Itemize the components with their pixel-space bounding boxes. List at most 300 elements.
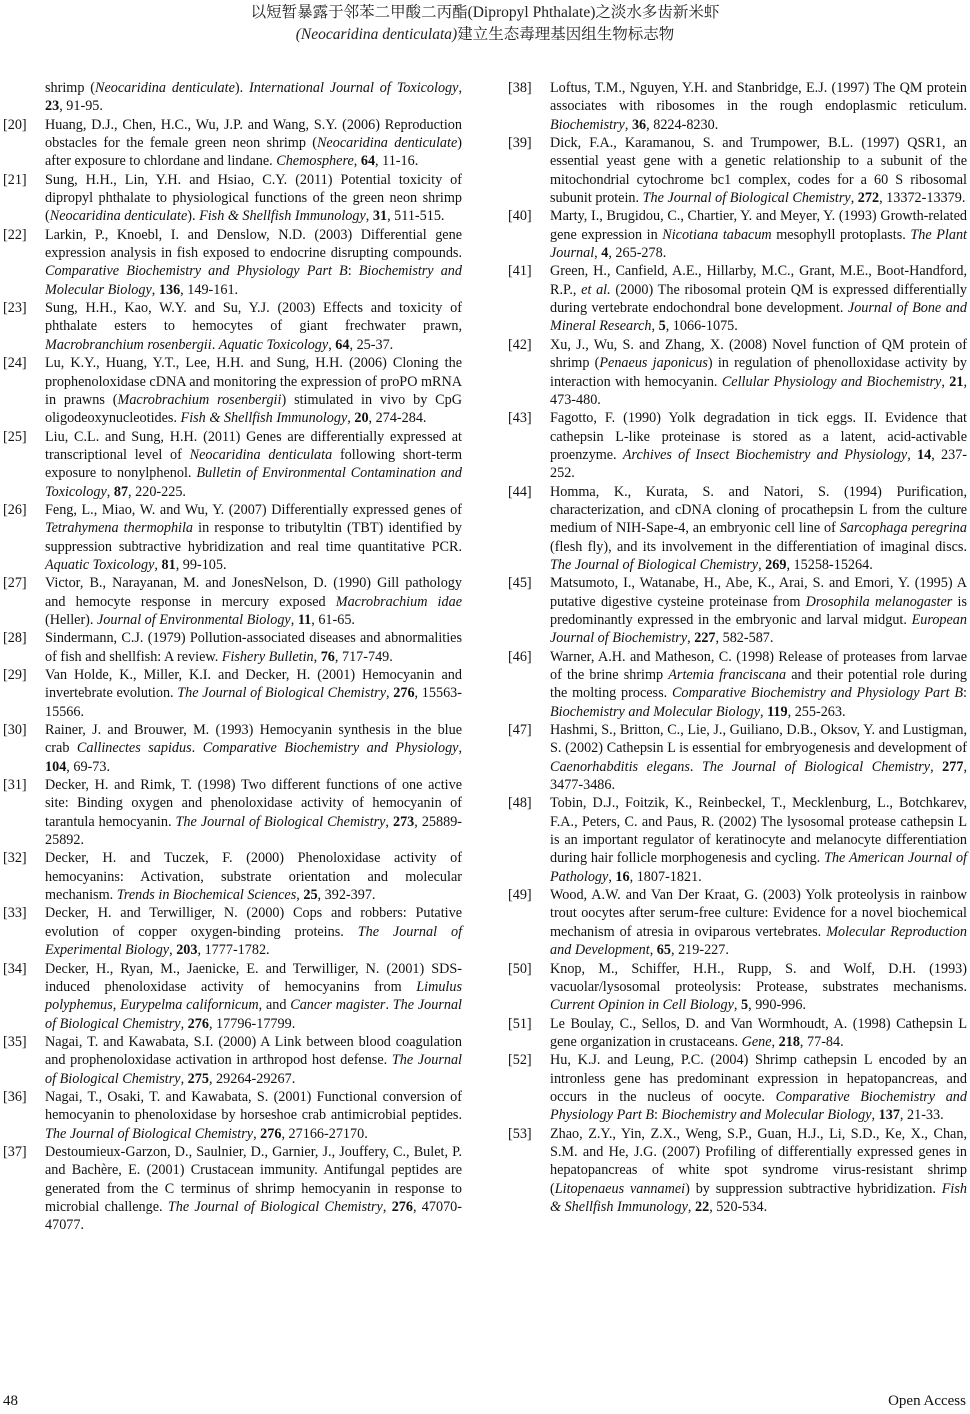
reference-number: [29] bbox=[3, 667, 27, 683]
running-header-line-2 bbox=[0, 24, 970, 46]
reference-text-segment: mesophyll protoplasts. bbox=[771, 226, 911, 243]
reference-text bbox=[45, 354, 462, 427]
reference-text-segment: Huang, D.J., Chen, H.C., Wu, J.P. and Wang, S.Y. (2006) Reproduction obstacles for the female green neon shrimp ( bbox=[45, 116, 462, 152]
italic-text: Neocaridina denticulate bbox=[49, 208, 188, 225]
volume-number: 81 bbox=[161, 556, 176, 573]
reference-text-segment: Homma, K., Kurata, S. and Natori, S. (1994) Purification, characterization, and cDNA cloning of procathepsin L from the culture medium of NIH-Sape-4, an embryonic cell line of bbox=[550, 483, 967, 537]
reference-text-segment: Liu, C.L. and Sung, H.H. (2011) Genes are differentially expressed at transcriptional level of bbox=[45, 428, 462, 463]
reference-text bbox=[550, 134, 967, 207]
italic-text: The Journal of Biological Chemistry bbox=[175, 813, 386, 830]
volume-number: 119 bbox=[767, 703, 788, 720]
italic-text: Sarcophaga peregrina bbox=[839, 520, 967, 537]
reference-text-segment: , 582-587. bbox=[715, 630, 774, 647]
italic-text: Current Opinion in Cell Biology bbox=[550, 997, 734, 1014]
reference-text bbox=[550, 483, 967, 575]
reference-text-segment: , 265-278. bbox=[608, 245, 667, 262]
volume-number: 276 bbox=[391, 1198, 413, 1215]
reference-text-segment: , bbox=[687, 1198, 696, 1215]
italic-text: The Journal of Biological Chemistry bbox=[177, 685, 386, 702]
reference-text bbox=[45, 574, 462, 629]
reference-number: [28] bbox=[3, 630, 27, 647]
reference-number: [52] bbox=[508, 1052, 532, 1069]
species-name: (Neocaridina denticulata) bbox=[295, 26, 458, 43]
reference-text-segment: Nagai, T. and Kawabata, S.I. (2000) A Link between blood coagulation and prophenoloxidase activation in arthropod host defense. bbox=[45, 1033, 462, 1069]
reference-number: [40] bbox=[508, 208, 532, 225]
reference-text bbox=[550, 409, 967, 482]
reference-entry bbox=[505, 1015, 967, 1052]
reference-text-segment: Destoumieux-Garzon, D., Saulnier, D., Garnier, J., Jouffery, C., Bulet, P. and Bachère, E. (2001) Crustacean immunity. Antifungal peptides are generated from the C terminus of shrimp hemocyanin in response to microbial challenge. bbox=[45, 1143, 462, 1215]
reference-text-segment: , bbox=[758, 556, 766, 573]
italic-text: European Journal of Biochemistry bbox=[550, 611, 967, 647]
volume-number: 203 bbox=[176, 942, 198, 959]
reference-text-segment: , 8224-8230. bbox=[646, 116, 719, 133]
reference-entry bbox=[505, 721, 967, 794]
volume-number: 276 bbox=[187, 1015, 209, 1032]
italic-text: The Journal of Biological Chemistry bbox=[550, 556, 759, 573]
reference-entry bbox=[0, 1033, 462, 1088]
reference-text-segment: (Heller). bbox=[45, 611, 97, 628]
reference-text-segment: . bbox=[689, 758, 703, 775]
volume-number: 277 bbox=[942, 758, 964, 775]
italic-text: Trends in Biochemical Sciences bbox=[116, 887, 297, 904]
reference-text-segment: Sindermann, C.J. (1979) Pollution-associated diseases and abnormalities of fish and shellfish: A review. bbox=[45, 630, 462, 665]
reference-entry bbox=[0, 299, 462, 354]
volume-number: 5 bbox=[658, 318, 666, 335]
reference-text-segment: , 61-65. bbox=[311, 611, 355, 628]
reference-number: [51] bbox=[508, 1015, 532, 1032]
volume-number: 14 bbox=[917, 446, 932, 463]
reference-number: [23] bbox=[3, 300, 27, 317]
italic-text: Journal of Environmental Biology bbox=[97, 611, 291, 628]
reference-entry bbox=[0, 354, 462, 427]
italic-text: The Journal of Biological Chemistry bbox=[642, 190, 851, 207]
italic-text: Fish & Shellfish Immunology bbox=[550, 1180, 967, 1215]
reference-text-segment: Feng, L., Miao, W. and Wu, Y. (2007) Differentially expressed genes of bbox=[45, 501, 462, 518]
italic-text: Journal of Bone and Mineral Research bbox=[550, 300, 967, 335]
reference-text-segment: , 25889-25892. bbox=[45, 813, 463, 849]
italic-text: International Journal of Toxicology bbox=[249, 80, 459, 96]
italic-text: Chemosphere bbox=[276, 153, 354, 170]
volume-number: 23 bbox=[45, 98, 60, 115]
reference-number: [35] bbox=[3, 1033, 27, 1050]
reference-text-segment: , bbox=[608, 868, 616, 885]
reference-text-segment: , bbox=[850, 190, 858, 207]
reference-number: [20] bbox=[3, 116, 27, 133]
reference-text-segment: . bbox=[191, 740, 203, 757]
volume-number: 5 bbox=[741, 997, 749, 1014]
italic-text: Callinectes sapidus bbox=[76, 740, 192, 757]
volume-number: 276 bbox=[393, 685, 415, 702]
reference-text bbox=[45, 501, 462, 574]
reference-text-segment: , bbox=[624, 116, 632, 133]
reference-text-segment: , 25-37. bbox=[349, 336, 394, 353]
volume-number: 64 bbox=[360, 153, 376, 170]
italic-text: Tetrahymena thermophila bbox=[45, 520, 194, 537]
reference-text-segment: shrimp ( bbox=[45, 80, 96, 96]
reference-text-segment: , 219-227. bbox=[670, 942, 729, 959]
reference-text bbox=[45, 849, 462, 904]
reference-number: [45] bbox=[508, 575, 532, 592]
reference-text-segment: , bbox=[347, 410, 355, 427]
reference-text-segment: ) by suppression subtractive hybridization. bbox=[685, 1180, 942, 1197]
reference-text-segment: , bbox=[353, 153, 361, 170]
reference-number: [30] bbox=[3, 722, 27, 739]
reference-text-segment: , 91-95. bbox=[59, 98, 103, 115]
italic-text: Neocaridina denticulate bbox=[316, 135, 458, 152]
reference-number: [39] bbox=[508, 135, 532, 152]
reference-entry bbox=[0, 574, 462, 629]
reference-entry bbox=[505, 134, 967, 207]
reference-text bbox=[550, 1125, 967, 1217]
reference-entry bbox=[0, 849, 462, 904]
reference-number: [36] bbox=[3, 1088, 27, 1105]
italic-text: Eurypelma californicum bbox=[120, 997, 259, 1014]
reference-text-segment: ). bbox=[234, 80, 250, 96]
volume-number: 11 bbox=[297, 611, 312, 628]
reference-text-segment: , bbox=[458, 740, 463, 757]
reference-text-segment: , 1066-1075. bbox=[665, 318, 738, 335]
reference-text-segment: , bbox=[313, 648, 321, 665]
reference-text bbox=[45, 960, 462, 1033]
reference-entry bbox=[0, 629, 462, 666]
reference-entry bbox=[505, 262, 967, 335]
volume-number: 276 bbox=[260, 1125, 282, 1142]
volume-number: 273 bbox=[392, 813, 415, 830]
running-header bbox=[0, 2, 970, 46]
reference-text-segment: Decker, H., Ryan, M., Jaenicke, E. and Terwilliger, N. (2001) SDS-induced phenoloxidase activity of hemocyanins from bbox=[45, 960, 462, 995]
reference-text bbox=[550, 1015, 967, 1052]
volume-number: 20 bbox=[354, 410, 369, 427]
reference-number: [46] bbox=[508, 648, 532, 665]
volume-number: 36 bbox=[631, 116, 647, 133]
italic-text: Molecular Reproduction and Development bbox=[550, 923, 967, 959]
reference-entry bbox=[0, 501, 462, 574]
reference-text-segment: , 15563-15566. bbox=[45, 685, 462, 720]
reference-text bbox=[550, 794, 967, 886]
italic-text: The Journal of Experimental Biology bbox=[45, 923, 463, 959]
reference-text-segment: , bbox=[106, 483, 114, 500]
italic-text: Comparative Biochemistry and Physiology Part B bbox=[550, 1088, 967, 1124]
reference-text bbox=[45, 299, 462, 354]
reference-text-segment: , 21-33. bbox=[899, 1107, 944, 1124]
reference-entry bbox=[505, 483, 967, 575]
reference-text-segment: Xu, J., Wu, S. and Zhang, X. (2008) Novel function of QM protein of shrimp ( bbox=[550, 336, 967, 372]
reference-number: [26] bbox=[3, 501, 27, 518]
open-access-label: Open Access bbox=[888, 1393, 966, 1409]
reference-entry bbox=[505, 409, 967, 482]
reference-text-segment: Hu, K.J. and Leung, P.C. (2004) Shrimp cathepsin L encoded by an intronless gene has predominant expression in hepatopancreas, and occurs in the nucleus of oocyte. bbox=[550, 1052, 967, 1105]
italic-text: Biochemistry bbox=[550, 116, 625, 133]
reference-text-segment: , bbox=[365, 208, 373, 225]
reference-column-left bbox=[0, 79, 462, 1235]
reference-text bbox=[45, 629, 462, 666]
reference-entry bbox=[505, 960, 967, 1015]
reference-text-segment: and their potential role during the molting process. bbox=[550, 667, 967, 702]
italic-text: The Plant Journal bbox=[550, 226, 967, 262]
reference-text-segment: , bbox=[382, 1198, 392, 1215]
reference-text-segment: ) stimulated in vivo by CpG oligodeoxynucleotides. bbox=[45, 391, 462, 427]
italic-text: Macrobranchium rosenbergii bbox=[45, 336, 212, 353]
italic-text: Cellular Physiology and Biochemistry bbox=[721, 373, 942, 390]
reference-text-segment: Knop, M., Schiffer, H.H., Rupp, S. and Wolf, D.H. (1993) vacuolar/lysosomal proteolysis: Protease, substrates mechanisms. bbox=[550, 960, 967, 995]
reference-text-segment: , bbox=[458, 80, 462, 96]
running-header-line-1: 以短暂暴露于邻苯二甲酸二丙酯(Dipropyl Phthalate)之淡水多齿新米虾 bbox=[250, 4, 720, 21]
reference-text bbox=[550, 574, 967, 647]
volume-number: 269 bbox=[765, 556, 787, 573]
italic-text: Archives of Insect Biochemistry and Physiology bbox=[622, 446, 908, 463]
reference-number: [32] bbox=[3, 850, 27, 867]
reference-number: [47] bbox=[508, 722, 532, 739]
reference-text-segment: following short-term exposure to nonylphenol. bbox=[45, 446, 462, 482]
reference-text bbox=[45, 116, 462, 171]
reference-text-segment: , 99-105. bbox=[175, 556, 227, 573]
reference-text-segment: Nagai, T., Osaki, T. and Kawabata, S. (2001) Functional conversion of hemocyanin to phenoloxidase by horseshoe crab antimicrobial peptides. bbox=[45, 1088, 462, 1124]
italic-text: Biochemistry and Molecular Biology bbox=[661, 1107, 872, 1124]
italic-text: Comparative Biochemistry and Physiology bbox=[202, 740, 459, 757]
reference-text-segment: , bbox=[930, 758, 943, 775]
reference-text bbox=[45, 1143, 462, 1235]
reference-number: [33] bbox=[3, 905, 27, 922]
reference-text-segment: Marty, I., Brugidou, C., Chartier, Y. and Meyer, Y. (1993) Growth-related gene expression in bbox=[550, 208, 967, 243]
reference-entry bbox=[0, 1088, 462, 1143]
italic-text: Neocaridina denticulate bbox=[95, 80, 235, 96]
reference-text-segment: ) in regulation of phenolloxidase activity by interaction with hemocyanin. bbox=[550, 355, 968, 390]
reference-entry bbox=[0, 79, 462, 116]
reference-text bbox=[45, 226, 462, 299]
reference-text-segment: , bbox=[151, 281, 159, 298]
italic-text: Cancer magister bbox=[290, 997, 386, 1014]
reference-entry bbox=[0, 960, 462, 1033]
volume-number: 65 bbox=[656, 942, 671, 959]
reference-text-segment: Green, H., Canfield, A.E., Hillarby, M.C., Grant, M.E., Boot-Handford, R.P., bbox=[550, 263, 967, 298]
reference-number: [38] bbox=[508, 80, 532, 96]
reference-text-segment: , 392-397. bbox=[317, 887, 376, 904]
reference-text-segment: , bbox=[253, 1125, 261, 1142]
reference-text-segment: Le Boulay, C., Sellos, D. and Van Wormhoudt, A. (1998) Cathepsin L gene organization in crustaceans. bbox=[550, 1015, 967, 1050]
reference-number: [49] bbox=[508, 887, 532, 904]
volume-number: 87 bbox=[113, 483, 129, 500]
reference-text-segment: , 473-480. bbox=[550, 373, 967, 408]
reference-text-segment: , bbox=[594, 245, 602, 262]
italic-text: Bulletin of Environmental Contamination and Toxicology bbox=[45, 465, 462, 500]
italic-text: Macrobrachium rosenbergii bbox=[117, 391, 282, 408]
reference-text-segment: . bbox=[211, 336, 219, 353]
reference-text bbox=[45, 1088, 462, 1143]
reference-number: [21] bbox=[3, 171, 27, 188]
volume-number: 227 bbox=[694, 630, 716, 647]
reference-text-segment: Dick, F.A., Karamanou, S. and Trumpower, B.L. (1997) QSR1, an essential yeast gene with a genetic relationship to a subunit of the mitochondrial cytochrome bc1 complex, codes for a 60 S ribosomal subunit protein. bbox=[550, 135, 967, 207]
reference-text-segment: Hashmi, S., Britton, C., Lie, J., Guiliano, D.B., Oksov, Y. and Lustigman, S. (2002) Cathepsin L is essential for embryogenesis and development of bbox=[550, 722, 967, 757]
volume-number: 64 bbox=[335, 336, 350, 353]
reference-text-segment: (flesh fly), and its involvement in the differentiation of imaginal discs. bbox=[550, 538, 967, 555]
reference-text-segment: Lu, K.Y., Huang, Y.T., Lee, H.H. and Sung, H.H. (2006) Cloning the prophenoloxidase cDNA and monitoring the expression of proPO mRNA in prawns ( bbox=[45, 355, 462, 408]
reference-text-segment: , bbox=[180, 1015, 188, 1032]
reference-text bbox=[550, 1051, 967, 1124]
reference-text bbox=[550, 207, 967, 262]
volume-number: 21 bbox=[949, 373, 964, 390]
reference-text-segment: Decker, H. and Tuczek, F. (2000) Phenoloxidase activity of hemocyanins: Activation, substrate orientation and molecular mechanism. bbox=[45, 850, 462, 904]
italic-text: Fish & Shellfish Immunology bbox=[199, 208, 366, 225]
reference-entry bbox=[0, 226, 462, 299]
reference-text-segment: , and bbox=[258, 997, 291, 1014]
reference-entry bbox=[0, 171, 462, 226]
reference-text-segment: , bbox=[941, 373, 950, 390]
italic-text: The Journal of Biological Chemistry bbox=[167, 1198, 383, 1215]
reference-entry bbox=[0, 666, 462, 721]
reference-entry bbox=[505, 1051, 967, 1124]
reference-text-segment: , bbox=[687, 630, 695, 647]
reference-number: [34] bbox=[3, 960, 27, 977]
reference-entry bbox=[505, 336, 967, 409]
reference-entry bbox=[505, 648, 967, 721]
italic-text: Comparative Biochemistry and Physiology Part B bbox=[671, 685, 964, 702]
reference-entry bbox=[505, 1125, 967, 1217]
reference-number: [44] bbox=[508, 483, 532, 500]
reference-text-segment: , 1777-1782. bbox=[197, 942, 270, 959]
reference-number: [22] bbox=[3, 226, 27, 243]
italic-text: Aquatic Toxicology bbox=[45, 556, 155, 573]
reference-text-segment: Fagotto, F. (1990) Yolk degradation in tick eggs. II. Evidence that cathepsin L-like proteinase is stored as a latent, acid-activable proenzyme. bbox=[550, 410, 967, 463]
reference-text-segment: , 149-161. bbox=[180, 281, 239, 298]
reference-column-right bbox=[505, 79, 967, 1216]
running-header-line-2-rest: 建立生态毒理基因组生物标志物 bbox=[457, 26, 675, 43]
reference-number: [25] bbox=[3, 428, 27, 445]
volume-number: 76 bbox=[320, 648, 335, 665]
reference-text-segment: Victor, B., Narayanan, M. and JonesNelson, D. (1990) Gill pathology and hemocyte response in mercury exposed bbox=[45, 575, 462, 610]
italic-text: Comparative Biochemistry and Physiology Part B bbox=[45, 263, 348, 280]
reference-entry bbox=[505, 886, 967, 959]
italic-text: The American Journal of Pathology bbox=[550, 850, 967, 885]
reference-text-segment: Decker, H. and Terwilliger, N. (2000) Cops and robbers: Putative evolution of copper oxygen-binding proteins. bbox=[45, 905, 462, 940]
reference-text-segment: , bbox=[290, 611, 298, 628]
reference-number: [27] bbox=[3, 575, 27, 592]
reference-text-segment: , bbox=[180, 1070, 188, 1087]
italic-text: Fishery Bulletin bbox=[221, 648, 314, 665]
italic-text: Nicotiana tabacum bbox=[662, 226, 772, 243]
reference-text-segment: Tobin, D.J., Foitzik, K., Reinbeckel, T., Mecklenburg, L., Botchkarev, F.A., Peters, C. and Paus, R. (2002) The lysosomal protease cathepsin L is an important regulator of keratinocyte and melanocyte differentiation during hair follicle morphogenesis and cycling. bbox=[550, 795, 967, 867]
italic-text: Litopenaeus vannamei bbox=[554, 1180, 686, 1197]
reference-text bbox=[550, 648, 967, 721]
reference-text-segment: , bbox=[169, 942, 177, 959]
volume-number: 4 bbox=[601, 245, 609, 262]
reference-text-segment: , bbox=[154, 556, 162, 573]
reference-number: [24] bbox=[3, 355, 27, 372]
reference-text bbox=[550, 960, 967, 1015]
reference-text-segment: is predominantly expressed in the embryonic and larval midgut. bbox=[550, 593, 967, 628]
reference-text-segment: , 29264-29267. bbox=[208, 1070, 296, 1087]
volume-number: 272 bbox=[857, 190, 880, 207]
italic-text: Biochemistry and Molecular Biology bbox=[550, 703, 761, 720]
reference-text-segment: Matsumoto, I., Watanabe, H., Abe, K., Arai, S. and Emori, Y. (1995) A putative digestive cysteine proteinase from bbox=[550, 575, 967, 610]
reference-number: [42] bbox=[508, 336, 532, 353]
reference-entry bbox=[0, 116, 462, 171]
italic-text: Aquatic Toxicology bbox=[218, 336, 329, 353]
reference-text-segment: , 717-749. bbox=[334, 648, 393, 665]
volume-number: 16 bbox=[615, 868, 630, 885]
reference-text bbox=[550, 262, 967, 335]
italic-text: et al. bbox=[581, 281, 611, 298]
volume-number: 31 bbox=[372, 208, 388, 225]
reference-text bbox=[45, 776, 462, 849]
reference-text-segment: ). bbox=[187, 208, 200, 225]
reference-entry bbox=[0, 428, 462, 501]
reference-text-segment: (2000) The ribosomal protein QM is expressed differentially during vertebrate endochondral bone development. bbox=[550, 281, 968, 317]
reference-text-segment: , bbox=[649, 942, 657, 959]
reference-text-segment: , 220-225. bbox=[128, 483, 186, 500]
reference-number: [31] bbox=[3, 777, 27, 794]
reference-text-segment: Rainer, J. and Brouwer, M. (1993) Hemocyanin synthesis in the blue crab bbox=[45, 722, 462, 757]
reference-text bbox=[45, 79, 462, 116]
reference-text-segment: . bbox=[385, 997, 393, 1014]
reference-text-segment: ) after exposure to chlordane and lindane. bbox=[45, 135, 462, 170]
reference-text bbox=[45, 666, 462, 721]
reference-text-segment: Warner, A.H. and Matheson, C. (1998) Release of proteases from larvae of the brine shrimp bbox=[550, 648, 967, 683]
reference-text-segment: , 15258-15264. bbox=[786, 556, 873, 573]
reference-entry bbox=[505, 794, 967, 886]
italic-text: Penaeus japonicus bbox=[599, 355, 708, 372]
italic-text: Caenorhabditis elegans bbox=[550, 758, 690, 775]
reference-text-segment: , bbox=[871, 1107, 879, 1124]
reference-text-segment: Decker, H. and Rimk, T. (1998) Two different functions of one active site: Binding oxygen and phenoloxidase activity of hemocyanin of tarantula hemocyanin. bbox=[45, 777, 462, 830]
reference-text-segment: , 255-263. bbox=[787, 703, 846, 720]
reference-text-segment: , bbox=[907, 446, 918, 463]
italic-text: The Journal of Biological Chemistry bbox=[45, 1125, 254, 1142]
reference-text-segment: Sung, H.H., Kao, W.Y. and Su, Y.J. (2003) Effects and toxicity of phthalate esters to hemocytes of giant frechwater prawn, bbox=[45, 300, 462, 335]
reference-text-segment: , bbox=[771, 1033, 779, 1050]
italic-text: The Journal of Biological Chemistry bbox=[45, 1052, 462, 1087]
reference-text-segment: Wood, A.W. and Van Der Kraat, G. (2003) Yolk proteolysis in rainbow trout oocytes after serum-free culture: Evidence for a novel biochemical mechanism of atresia in oviparous vertebrates. bbox=[550, 887, 967, 940]
reference-number: [37] bbox=[3, 1143, 27, 1160]
italic-text: Gene bbox=[741, 1033, 772, 1050]
reference-number: [53] bbox=[508, 1125, 532, 1142]
reference-text-segment: , 77-84. bbox=[799, 1033, 844, 1050]
reference-text bbox=[550, 886, 967, 959]
reference-text-segment: , 13372-13379. bbox=[879, 190, 966, 207]
reference-text-segment: , bbox=[760, 703, 768, 720]
volume-number: 104 bbox=[45, 758, 67, 775]
reference-text-segment: , bbox=[651, 318, 659, 335]
reference-text bbox=[550, 336, 967, 409]
reference-text-segment: , bbox=[296, 887, 304, 904]
reference-entry bbox=[0, 721, 462, 776]
reference-text-segment: , 27166-27170. bbox=[281, 1125, 368, 1142]
reference-entry bbox=[0, 1143, 462, 1235]
reference-entry bbox=[505, 574, 967, 647]
volume-number: 275 bbox=[187, 1070, 209, 1087]
reference-text-segment: Larkin, P., Knoebl, I. and Denslow, N.D. (2003) Differential gene expression analysis in fish exposed to endocrine disrupting compounds. bbox=[45, 226, 462, 262]
reference-entry bbox=[0, 904, 462, 959]
reference-text-segment: , 1807-1821. bbox=[629, 868, 702, 885]
reference-text-segment: in response to tributyltin (TBT) identified by suppression subtractive hybridization and real time quantitative PCR. bbox=[45, 520, 463, 555]
reference-text bbox=[550, 721, 967, 794]
volume-number: 218 bbox=[778, 1033, 800, 1050]
reference-text-segment: , 990-996. bbox=[748, 997, 807, 1014]
reference-text-segment: , bbox=[385, 813, 393, 830]
reference-text-segment: , 17796-17799. bbox=[208, 1015, 296, 1032]
italic-text: Neocaridina denticulata bbox=[189, 446, 333, 463]
reference-text-segment: , 520-534. bbox=[709, 1198, 768, 1215]
italic-text: Fish & Shellfish Immunology bbox=[180, 410, 348, 427]
reference-text bbox=[45, 721, 462, 776]
reference-text bbox=[45, 904, 462, 959]
volume-number: 136 bbox=[158, 281, 181, 298]
reference-text bbox=[45, 1033, 462, 1088]
reference-text-segment: , 69-73. bbox=[66, 758, 111, 775]
reference-text-segment: , 274-284. bbox=[368, 410, 427, 427]
reference-text bbox=[550, 79, 967, 134]
reference-number: [43] bbox=[508, 410, 532, 427]
italic-text: Artemia franciscana bbox=[668, 667, 787, 683]
